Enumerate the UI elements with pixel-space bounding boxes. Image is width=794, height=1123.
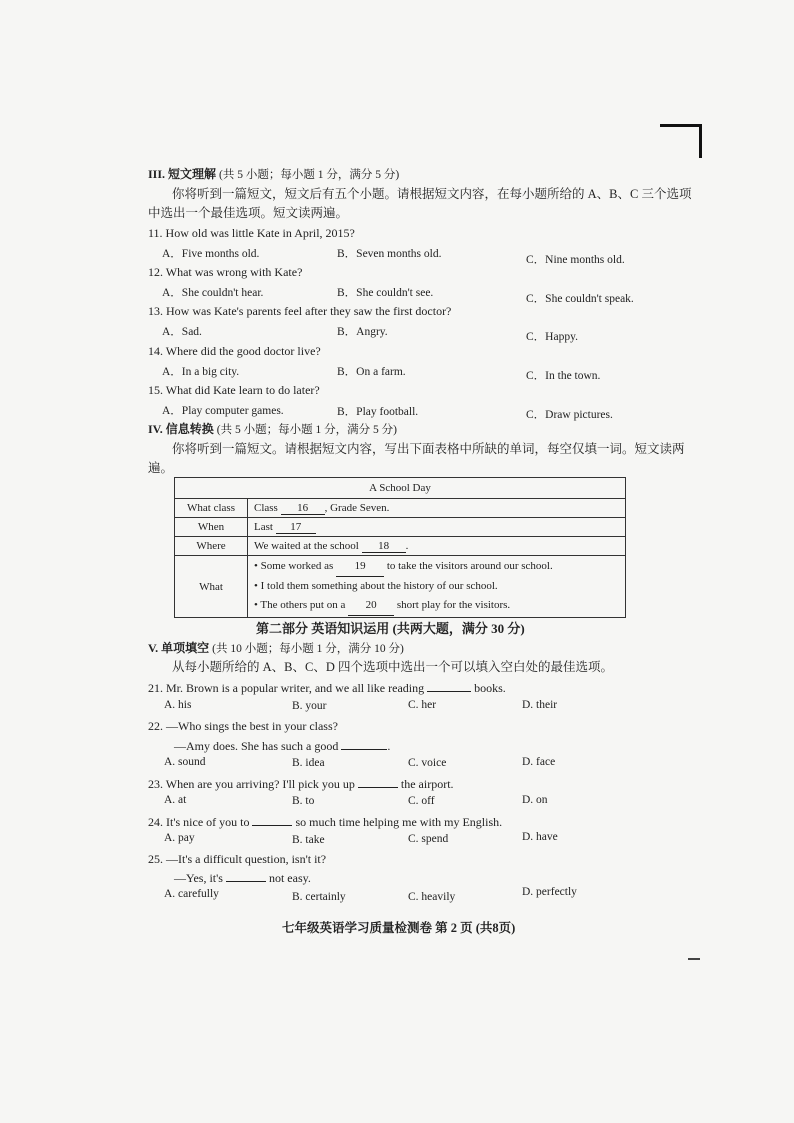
row-content-when — [248, 518, 626, 537]
q13-option-b: B．Angry. — [337, 326, 388, 338]
table-title: A School Day — [175, 478, 626, 499]
q23-option-c: C. off — [408, 795, 435, 807]
q11-option-b: B．Seven months old. — [337, 248, 442, 260]
page-footer: 七年级英语学习质量检测卷 第 2 页 (共8页) — [282, 921, 516, 935]
text: books. — [474, 681, 506, 695]
q12-option-b: B．She couldn't see. — [337, 287, 434, 299]
q11-option-a: A．Five months old. — [162, 248, 260, 260]
q23-option-b: B. to — [292, 795, 315, 807]
text: to take the visitors around our school. — [386, 560, 553, 572]
section-5-instruction: 从每小题所给的 A、B、C、D 四个选项中选出一个可以填入空白处的最佳选项。 — [172, 660, 613, 674]
scan-mark — [688, 958, 700, 960]
q13-option-a: A．Sad. — [162, 326, 202, 338]
question-21 — [148, 679, 506, 696]
q14-option-a: A．In a big city. — [162, 366, 240, 378]
text: 23. When are you arriving? I'll pick you up — [148, 777, 355, 791]
text: —Yes, it's — [174, 871, 223, 885]
table-row — [175, 499, 626, 518]
q24-option-d: D. have — [522, 831, 558, 843]
q12-option-a: A．She couldn't hear. — [162, 287, 264, 299]
q23-option-a: A. at — [164, 794, 187, 806]
text: Class — [254, 501, 278, 514]
q23-option-d: D. on — [522, 794, 548, 806]
question-23 — [148, 775, 454, 792]
row-content-where — [248, 537, 626, 556]
q15-option-b: B．Play football. — [337, 406, 419, 418]
blank-20: 20 — [348, 596, 394, 616]
text: . — [387, 739, 391, 753]
row-label-when: When — [175, 518, 248, 537]
blank — [341, 737, 387, 750]
table-row — [175, 518, 626, 537]
row-content-what-class — [248, 499, 626, 518]
q25-option-d: D. perfectly — [522, 886, 577, 898]
q21-option-d: D. their — [522, 699, 558, 711]
section-3-heading — [148, 166, 399, 183]
blank-16: 16 — [281, 502, 325, 515]
q24-option-c: C. spend — [408, 833, 449, 845]
q25-option-c: C. heavily — [408, 891, 456, 903]
text: —Amy does. She has such a good — [174, 739, 339, 753]
section-4-note: (共 5 小题；每小题 1 分，满分 5 分) — [216, 424, 397, 436]
section-4-instruction-1: 你将听到一篇短文。请根据短文内容，写出下面表格中所缺的单词，每空仅填一词。短文读两 — [172, 442, 685, 456]
text: 24. It's nice of you to — [148, 815, 250, 829]
q14-option-b: B．On a farm. — [337, 366, 406, 378]
section-3-instruction-2: 中选出一个最佳选项。短文读两遍。 — [148, 206, 349, 220]
part-2-title: 第二部分 英语知识运用 (共两大题，满分 30 分) — [256, 621, 525, 636]
q25-option-a: A. carefully — [164, 888, 219, 900]
question-15: 15. What did Kate learn to do later? — [148, 383, 320, 397]
q11-option-c: C．Nine months old. — [526, 254, 625, 266]
q22-option-a: A. sound — [164, 756, 206, 768]
text: . — [405, 539, 409, 552]
scan-corner-mark-vertical — [699, 124, 702, 158]
q21-option-a: A. his — [164, 699, 192, 711]
row-label-what-class: What class — [175, 499, 248, 518]
q21-option-c: C. her — [408, 699, 437, 711]
text: Last — [254, 520, 273, 533]
question-12: 12. What was wrong with Kate? — [148, 265, 303, 279]
q22-option-b: B. idea — [292, 757, 325, 769]
text: • The others put on a — [254, 599, 346, 611]
question-14: 14. Where did the good doctor live? — [148, 344, 321, 358]
question-22-line-2 — [174, 737, 390, 754]
question-11: 11. How old was little Kate in April, 2015? — [148, 226, 355, 240]
q24-option-a: A. pay — [164, 832, 195, 844]
section-5-note: (共 10 小题；每小题 1 分，满分 10 分) — [212, 643, 404, 655]
question-22: 22. —Who sings the best in your class? — [148, 719, 338, 733]
text: • Some worked as — [254, 560, 334, 572]
q22-option-c: C. voice — [408, 757, 447, 769]
section-4-instruction-2: 遍。 — [148, 461, 174, 475]
text: not easy. — [268, 871, 311, 885]
text: 21. Mr. Brown is a popular writer, and we all like reading — [148, 681, 425, 695]
blank-19: 19 — [336, 557, 384, 577]
table-row — [175, 537, 626, 556]
q15-option-a: A．Play computer games. — [162, 405, 284, 417]
q14-option-c: C．In the town. — [526, 370, 601, 382]
blank-17: 17 — [276, 521, 316, 534]
row-content-what — [248, 556, 626, 618]
row-label-what: What — [175, 556, 248, 618]
table-row — [175, 556, 626, 618]
q13-option-c: C．Happy. — [526, 331, 578, 343]
school-day-table — [174, 477, 626, 618]
section-3-title: III. 短文理解 — [148, 167, 217, 181]
section-4-heading — [148, 421, 397, 438]
section-3-note: (共 5 小题；每小题 1 分，满分 5 分) — [219, 169, 400, 181]
blank-18: 18 — [362, 540, 406, 553]
blank — [226, 869, 266, 882]
question-13: 13. How was Kate's parents feel after they saw the first doctor? — [148, 304, 452, 318]
q12-option-c: C．She couldn't speak. — [526, 293, 634, 305]
text: , Grade Seven. — [324, 501, 390, 514]
table-header-row — [175, 478, 626, 499]
text: so much time helping me with my English. — [295, 815, 503, 829]
section-5-heading — [148, 640, 404, 657]
q21-option-b: B. your — [292, 700, 327, 712]
text: short play for the visitors. — [396, 599, 511, 611]
text: the airport. — [400, 777, 454, 791]
q25-option-b: B. certainly — [292, 891, 346, 903]
text: We waited at the school — [254, 539, 359, 552]
what-line-2: • I told them something about the history of our school. — [254, 580, 498, 592]
blank — [427, 679, 471, 692]
scan-corner-mark — [660, 124, 702, 127]
what-line-3 — [254, 596, 619, 616]
section-4-title: IV. 信息转换 — [148, 422, 214, 436]
section-5-title: V. 单项填空 — [148, 641, 210, 655]
what-line-1 — [254, 557, 619, 577]
q15-option-c: C．Draw pictures. — [526, 409, 613, 421]
blank — [252, 813, 292, 826]
question-25: 25. —It's a difficult question, isn't it? — [148, 852, 327, 866]
blank — [358, 775, 398, 788]
question-25-line-2 — [174, 869, 311, 886]
row-label-where: Where — [175, 537, 248, 556]
q24-option-b: B. take — [292, 834, 325, 846]
q22-option-d: D. face — [522, 756, 556, 768]
section-3-instruction-1: 你将听到一篇短文，短文后有五个小题。请根据短文内容，在每小题所给的 A、B、C 三个选项 — [172, 187, 692, 201]
question-24 — [148, 813, 502, 830]
